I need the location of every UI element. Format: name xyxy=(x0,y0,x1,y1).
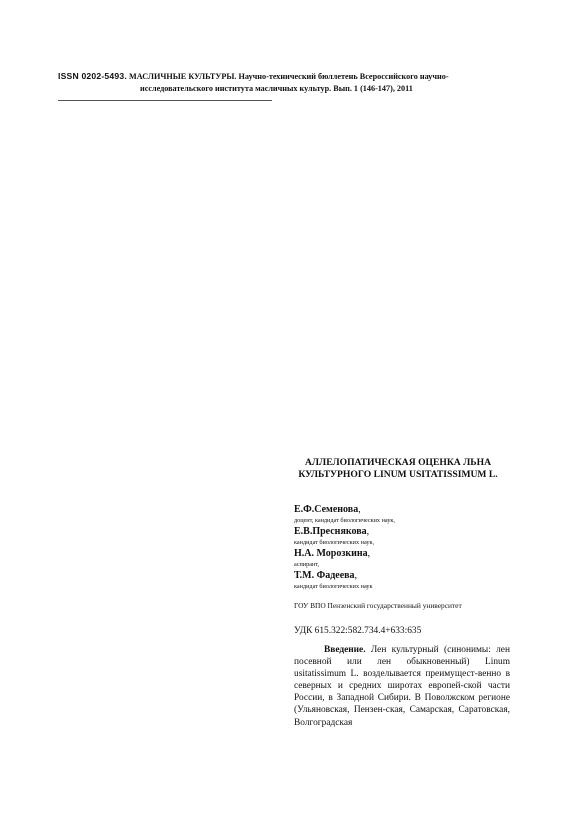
header-divider xyxy=(58,100,272,101)
affiliation: ГОУ ВПО Пензенский государственный университет xyxy=(294,601,462,610)
author-role: доцент, кандидат биологических наук, xyxy=(294,517,395,524)
author-name: Н.А. Морозкина, xyxy=(294,548,371,559)
author-name: Т.М. Фадеева, xyxy=(294,570,358,581)
author-name: Е.В.Преснякова, xyxy=(294,526,370,537)
author-role: аспирант, xyxy=(294,561,320,568)
introduction-heading: Введение. xyxy=(324,645,366,655)
author-role: кандидат биологических наук xyxy=(294,583,373,590)
author-name: Е.Ф.Семенова, xyxy=(294,504,361,515)
author-list xyxy=(294,504,534,592)
introduction-text: Лен культурный (синонимы: лен посевной или лен обыкновенный) Linum usitatissimum L. возделывается преимущест-венно в северных и средних широтах европей-ской части России, в Западной Сибири. В Поволжском регионе (Ульяновская, Пензен-ская, Самарская, Саратовская, Волгоградская xyxy=(294,645,510,728)
issn-label: ISSN 0202-5493. xyxy=(58,71,127,81)
article-title: АЛЛЕЛОПАТИЧЕСКАЯ ОЦЕНКА ЛЬНА КУЛЬТУРНОГО LINUM USITATISSIMUM L. xyxy=(298,457,498,480)
udk-code: УДК 615.322:582.734.4+633:635 xyxy=(294,626,422,636)
journal-header-line1: МАСЛИЧНЫЕ КУЛЬТУРЫ. Научно-технический бюллетень Всероссийского научно- xyxy=(128,72,449,81)
journal-header-line2: исследовательского института масличных культур. Вып. 1 (146-147), 2011 xyxy=(140,84,413,93)
author-role: кандидат биологических наук, xyxy=(294,539,375,546)
journal-header xyxy=(58,70,528,95)
introduction-paragraph xyxy=(294,644,510,729)
